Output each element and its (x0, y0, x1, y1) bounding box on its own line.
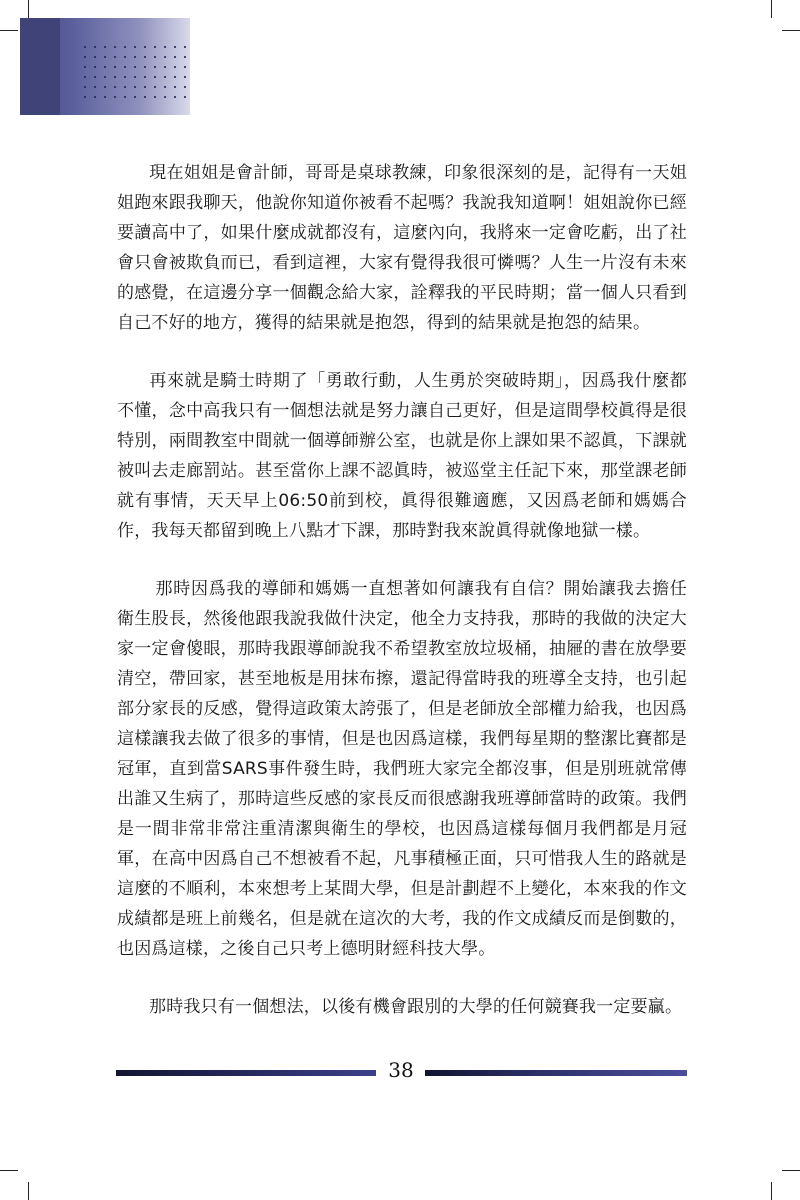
crop-mark-top-left-horizontal (0, 30, 18, 31)
footer-rule-right (425, 1070, 687, 1076)
paragraph-text: 再來就是騎士時期了「勇敢行動，人生勇於突破時期」，因爲我什麼都不懂，念中高我只有一個想法就是努力讓自己更好，但是這間學校眞得是很特別，兩間教室中間就一個導師辦公室，也就是你上課如果不認眞，下課就被叫去走廊罰站。甚至當你上課不認眞時，被巡堂主任記下來，那堂課老師就有事情，天天早上06:50前到校，眞得很難適應，又因爲老師和媽媽合作，我每天都留到晚上八點才下課，那時對我來說眞得就像地獄一樣。 (117, 371, 687, 541)
dot-grid-pattern (80, 42, 188, 104)
paragraph (117, 366, 687, 546)
paragraph (117, 992, 687, 1022)
page-content (117, 158, 687, 1050)
crop-mark-bottom-right-horizontal (782, 1170, 800, 1171)
crop-mark-bottom-left-vertical (28, 1182, 29, 1200)
page-number: 38 (388, 1058, 414, 1082)
paragraph (117, 158, 687, 338)
paragraph-text: 那時因爲我的導師和媽媽一直想著如何讓我有自信？開始讓我去擔任衛生股長，然後他跟我說我做什決定，他全力支持我，那時的我做的決定大家一定會傻眼，那時我跟導師說我不希望教室放垃圾桶，抽屜的書在放學要清空，帶回家，甚至地板是用抹布擦，還記得當時我的班導全支持，也引起部分家長的反感，覺得這政策太誇張了，但是老師放全部權力給我，也因爲這樣讓我去做了很多的事情，但是也因爲這樣，我們每星期的整潔比賽都是冠軍，直到當SARS事件發生時，我們班大家完全都沒事，但是別班就常傳出誰又生病了，那時這些反感的家長反而很感謝我班導師當時的政策。我們是一間非常非常注重清潔與衛生的學校，也因爲這樣每個月我們都是月冠軍，在高中因爲自己不想被看不起，凡事積極正面，只可惜我人生的路就是這麼的不順利，本來想考上某間大學，但是計劃趕不上變化，本來我的作文成績都是班上前幾名，但是就在這次的大考，我的作文成績反而是倒數的，也因爲這樣，之後自己只考上德明財經科技大學。 (117, 579, 687, 959)
crop-mark-bottom-right-vertical (771, 1182, 772, 1200)
crop-mark-bottom-left-horizontal (0, 1170, 18, 1171)
crop-mark-top-right-vertical (771, 0, 772, 18)
paragraph-text: 現在姐姐是會計師，哥哥是桌球教練，印象很深刻的是，記得有一天姐姐跑來跟我聊天，他說你知道你被看不起嗎？我說我知道啊！姐姐說你已經要讀高中了，如果什麼成就都沒有，這麼內向，我將來一定會吃虧，出了社會只會被欺負而已，看到這裡，大家有覺得我很可憐嗎？人生一片沒有未來的感覺，在這邊分享一個觀念給大家，詮釋我的平民時期；當一個人只看到自己不好的地方，獲得的結果就是抱怨，得到的結果就是抱怨的結果。 (117, 163, 687, 333)
footer-rule-left (116, 1070, 376, 1076)
crop-mark-top-right-horizontal (782, 30, 800, 31)
paragraph-text: 那時我只有一個想法，以後有機會跟別的大學的任何競賽我一定要贏。 (149, 997, 683, 1017)
paragraph (117, 574, 687, 964)
header-dark-band (20, 18, 60, 115)
crop-mark-top-left-vertical (28, 0, 29, 18)
